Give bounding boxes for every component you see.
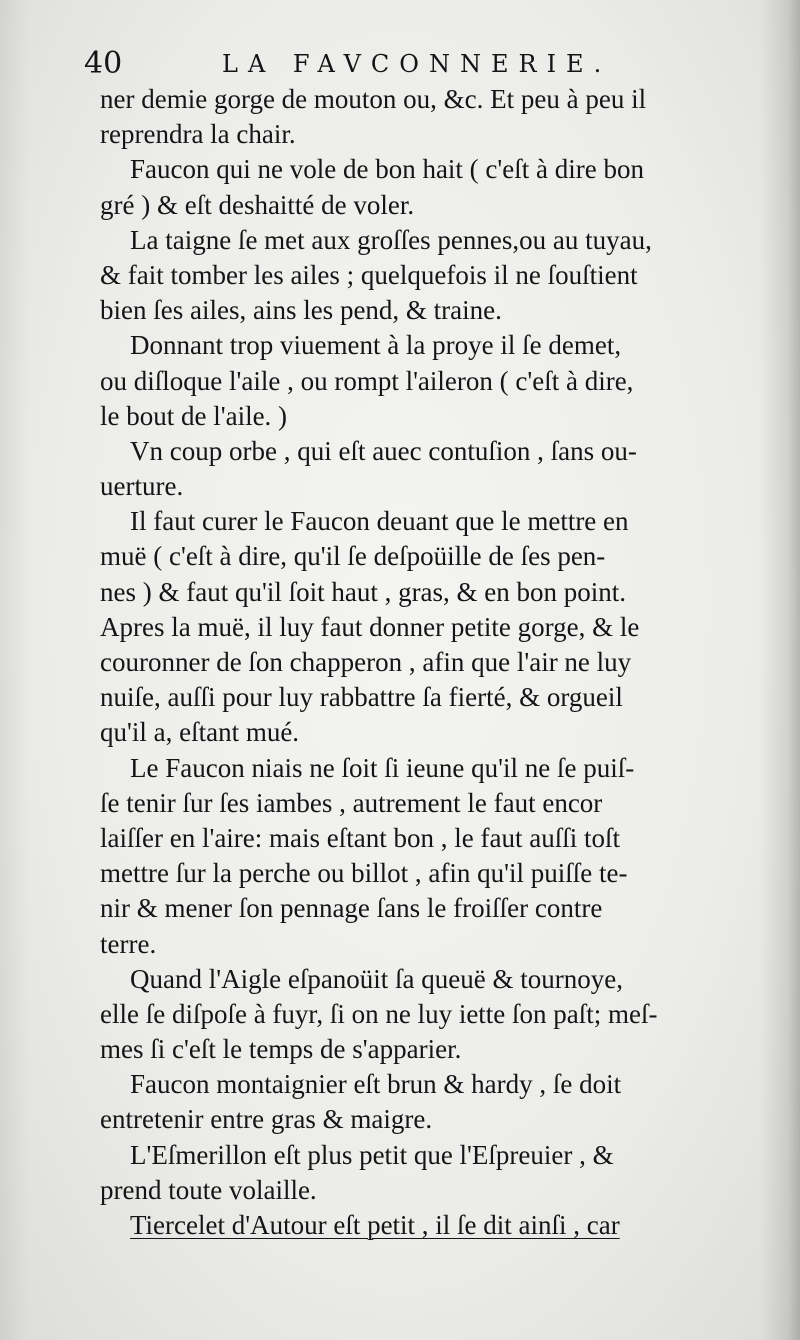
text-line: couronner de ſon chapperon , afin que l'air ne luy — [100, 647, 632, 677]
text-line: qu'il a, eſtant mué. — [100, 717, 300, 748]
text-line: Tiercelet d'Autour eſt petit , il ſe dit ainſi , car — [130, 1210, 620, 1240]
text-line: reprendra la chair. — [100, 119, 296, 150]
text-line: Faucon qui ne vole de bon hait ( c'eſt à dire bon — [130, 154, 644, 185]
text-line: Faucon montaignier eſt brun & hardy , ſe doit — [130, 1069, 622, 1100]
text-line: prend toute volaille. — [100, 1174, 317, 1205]
text-line: La taigne ſe met aux groſſes pennes,ou au tuyau, — [130, 224, 652, 255]
page-edge-shadow — [0, 0, 28, 1340]
text-line: ner demie gorge de mouton ou, &c. Et peu à peu il — [100, 84, 647, 114]
page-number: 40 — [84, 46, 123, 81]
text-line: Donnant trop viuement à la proye il ſe demet, — [130, 330, 622, 361]
text-line: Il faut curer le Faucon deuant que le mettre en — [130, 506, 629, 537]
text-line: L'Eſmerillon eſt plus petit que l'Eſpreuier , & — [130, 1139, 614, 1170]
text-line: bien ſes ailes, ains les pend, & traine. — [100, 295, 502, 326]
text-line: nir & mener ſon pennage ſans le froiſſer contre — [100, 893, 603, 924]
text-line: Le Faucon niais ne ſoit ſi ieune qu'il ne ſe puiſ- — [130, 752, 635, 783]
text-line: Apres la muë, il luy faut donner petite gorge, & le — [100, 611, 640, 642]
text-line: entretenir entre gras & maigre. — [100, 1104, 433, 1135]
text-line: ou diſloque l'aile , ou rompt l'aileron ( c'eſt à dire, — [100, 365, 634, 396]
text-line: gré ) & eſt deshaitté de voler. — [100, 189, 415, 220]
text-line: mes ſi c'eſt le temps de s'apparier. — [100, 1034, 462, 1065]
running-title: LA FAVCONNERIE. — [222, 50, 612, 78]
text-line: Quand l'Aigle eſpanoüit ſa queuë & tournoye, — [130, 963, 623, 994]
text-line: ſe tenir ſur ſes iambes , autrement le faut encor — [100, 787, 603, 818]
text-line: & fait tomber les ailes ; quelquefois il ne ſouſtient — [100, 259, 638, 290]
text-line: nes ) & faut qu'il ſoit haut , gras, & en bon point. — [100, 576, 627, 607]
text-line: le bout de l'aile. ) — [100, 400, 288, 431]
text-line: laiſſer en l'aire: mais eſtant bon , le faut auſſi toſt — [100, 822, 620, 853]
text-line: Vn coup orbe , qui eſt auec contuſion , ſans ou- — [130, 435, 637, 466]
text-body — [100, 82, 768, 1243]
text-line: terre. — [100, 928, 157, 959]
page-header — [84, 42, 764, 86]
text-line: nuiſe, auſſi pour luy rabbattre ſa fierté, & orgueil — [100, 682, 623, 713]
text-line: muë ( c'eſt à dire, qu'il ſe deſpoüille de ſes pen- — [100, 541, 606, 572]
text-line: mettre ſur la perche ou billot , afin qu'il puiſſe te- — [100, 858, 628, 889]
text-line: elle ſe diſpoſe à fuyr, ſi on ne luy iette ſon paſt; meſ- — [100, 998, 658, 1029]
text-line: uerture. — [100, 471, 184, 502]
